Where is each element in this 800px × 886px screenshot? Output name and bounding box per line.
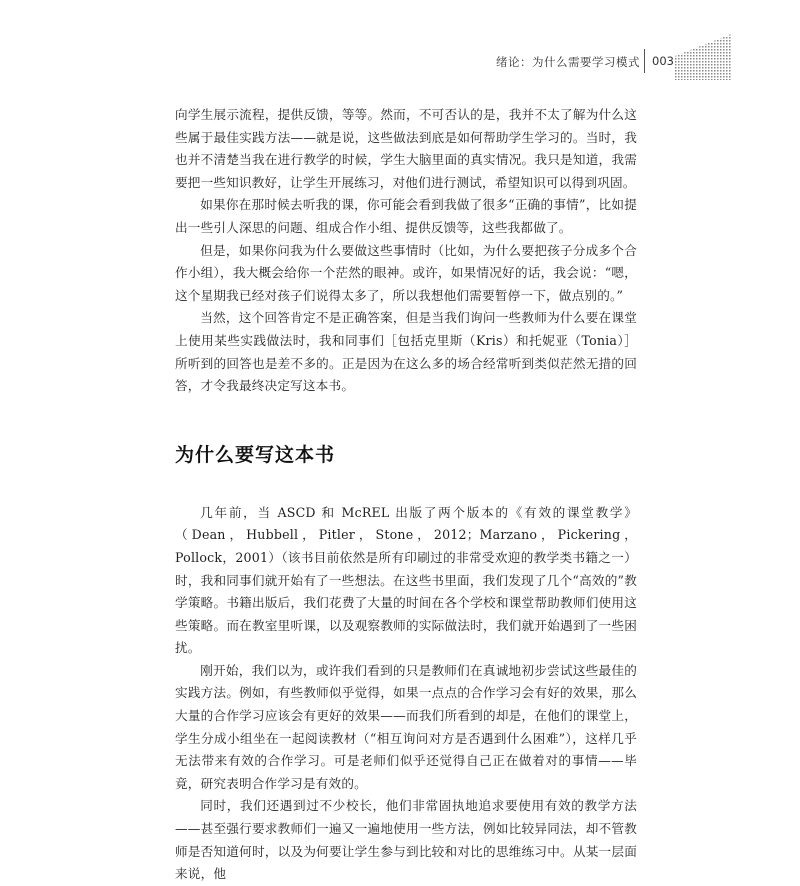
body-paragraph: 几年前，当 ASCD 和 McREL 出版了两个版本的《有效的课堂教学》（Dean，Hubbell，Pitler，Stone，2012；Marzano，Pickering，Pollock，2001）（该书目前依然是所有印刷过的非常受欢迎的教学类书籍之一）时，我和同事们就开始有了一些想法。在这些书里面，我们发现了几个“高效的”教学策略。书籍出版后，我们花费了大量的时间在各个学校和课堂帮助教师们使用这些策略。而在教室里听课，以及观察教师的实际做法时，我们就开始遇到了一些困扰。 xyxy=(175,504,637,656)
header-divider xyxy=(644,49,645,73)
body-paragraph: 但是，如果你问我为什么要做这些事情时（比如，为什么要把孩子分成多个合作小组），我大概会给你一个茫然的眼神。或许，如果情况好的话，我会说：“嗯，这个星期我已经对孩子们说得太多了，所以我想他们需要暂停一下，做点别的。” xyxy=(175,242,637,303)
header-decoration-icon xyxy=(675,34,731,80)
body-paragraph: 刚开始，我们以为，或许我们看到的只是教师们在真诚地初步尝试这些最佳的实践方法。例如，有些教师似乎觉得，如果一点点的合作学习会有好的效果，那么大量的合作学习应该会有更好的效果——而我们所看到的却是，在他们的课堂上，学生分成小组坐在一起阅读教材（“相互询问对方是否遇到什么困难”），这样几乎无法带来有效的合作学习。可是老师们似乎还觉得自己正在做着对的事情——毕竟，研究表明合作学习是有效的。 xyxy=(175,662,637,791)
page-body xyxy=(175,104,637,886)
body-text-after-section xyxy=(175,502,637,886)
body-paragraph: 如果你在那时候去听我的课，你可能会看到我做了很多“正确的事情”，比如提出一些引人深思的问题、组成合作小组、提供反馈等，这些我都做了。 xyxy=(175,197,637,235)
page-header xyxy=(0,0,800,80)
running-header-title: 绪论：为什么需要学习模式 xyxy=(496,55,640,69)
body-paragraph: 向学生展示流程，提供反馈，等等。然而，不可否认的是，我并不太了解为什么这些属于最佳实践方法——就是说，这些做法到底是如何帮助学生学习的。当时，我也并不清楚当我在进行教学的时候，学生大脑里面的真实情况。我只是知道，我需要把一些知识教好，让学生开展练习，对他们进行测试，希望知识可以得到巩固。 xyxy=(175,107,637,190)
body-text-before-section xyxy=(175,104,637,398)
page-number: 003 xyxy=(652,54,674,68)
section-title: 为什么要写这本书 xyxy=(175,443,336,466)
body-paragraph: 同时，我们还遇到过不少校长，他们非常固执地追求要使用有效的教学方法——甚至强行要求教师们一遍又一遍地使用一些方法，例如比较异同法，却不管教师是否知道何时，以及为何要让学生参与到比较和对比的思维练习中。从某一层面来说，他 xyxy=(175,798,637,882)
body-paragraph: 当然，这个回答肯定不是正确答案，但是当我们询问一些教师为什么要在课堂上使用某些实践做法时，我和同事们［包括克里斯（Kris）和托妮亚（Tonia）］所听到的回答也是差不多的。正是因为在这么多的场合经常听到类似茫然无措的回答，才令我最终决定写这本书。 xyxy=(175,310,637,394)
